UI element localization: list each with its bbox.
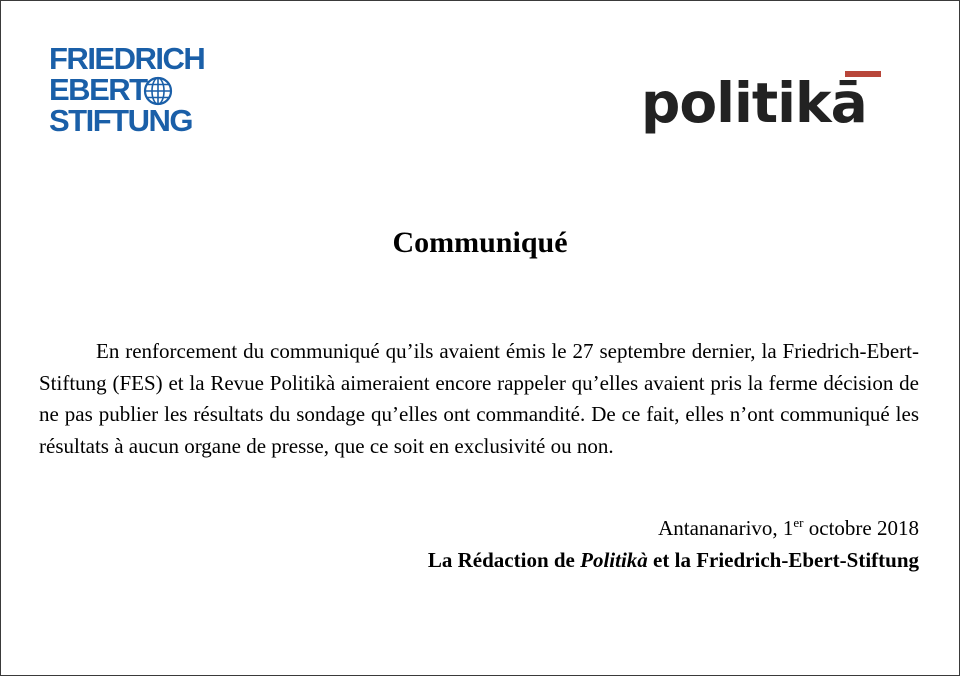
fes-logo bbox=[49, 43, 229, 143]
fes-logo-line-1: FRIEDRICH bbox=[49, 41, 205, 76]
fes-logo-line-2-row bbox=[49, 74, 229, 105]
globe-icon bbox=[143, 76, 173, 106]
signature-journal: Politikà bbox=[580, 547, 648, 572]
fes-logo-line-2: EBERT bbox=[49, 72, 147, 107]
politika-logo bbox=[641, 67, 911, 147]
politika-logo-text: politikā bbox=[641, 71, 867, 135]
communique-body: En renforcement du communiqué qu’ils avaient émis le 27 septembre dernier, la Friedrich-Ebert-Stiftung (FES) et la Revue Politikà aimeraient encore rappeler qu’elles avaient pris la ferme décision de ne pas publier les résultats du sondage qu’elles ont commandité. De ce fait, elles n’ont communiqué les résultats à aucun organe de presse, que ce soit en exclusivité ou non. bbox=[39, 339, 919, 458]
place-date-place: Antananarivo, 1 bbox=[658, 516, 794, 540]
signoff bbox=[39, 513, 919, 576]
place-date-date: octobre 2018 bbox=[803, 516, 919, 540]
place-date bbox=[39, 513, 919, 545]
place-date-superscript: er bbox=[793, 515, 804, 530]
fes-logo-line-3: STIFTUNG bbox=[49, 103, 192, 138]
signature-prefix: La Rédaction de bbox=[427, 547, 581, 572]
signature-line bbox=[39, 545, 919, 577]
page-title: Communiqué bbox=[392, 226, 568, 259]
signature-suffix: et la Friedrich-Ebert-Stiftung bbox=[647, 547, 919, 572]
